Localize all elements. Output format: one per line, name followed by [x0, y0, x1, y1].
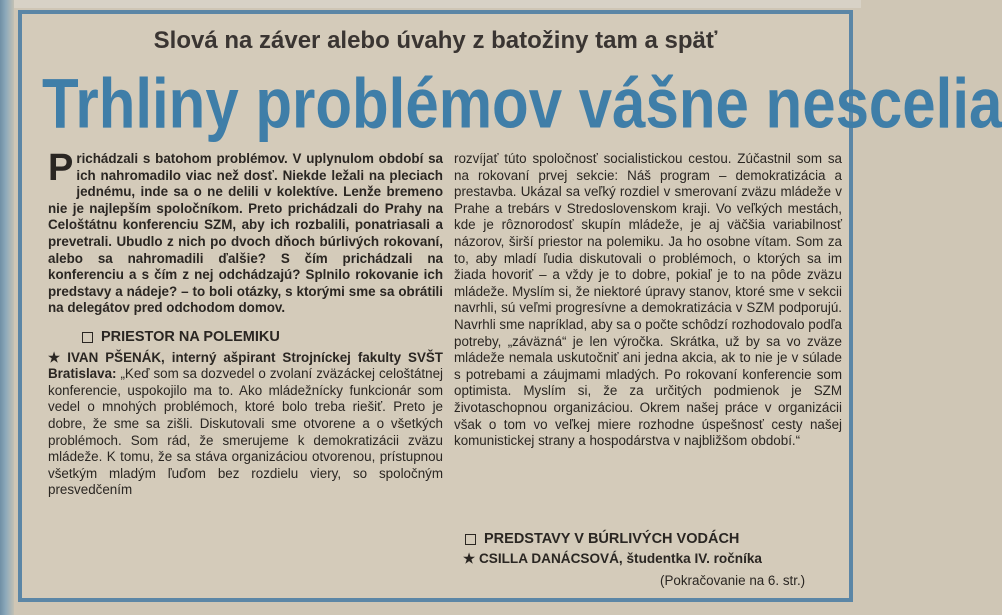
star-bullet-icon: ★ — [463, 551, 479, 566]
article-column-left — [48, 147, 443, 499]
continued-note: (Pokračovanie na 6. str.) — [660, 573, 806, 588]
section-heading-text: PREDSTAVY V BÚRLIVÝCH VODÁCH — [484, 531, 740, 547]
section-body-polemika — [48, 350, 443, 499]
lead-dropcap: P — [48, 147, 74, 189]
star-bullet-icon: ★ — [48, 349, 64, 365]
square-bullet-icon — [82, 332, 93, 343]
article-lead — [48, 147, 443, 317]
interview-text-continued: rozvíjať túto spoločnosť socialistickou cestou. Zúčastnil som sa na rokovaní prvej sekcie: Náš program – demokratizácia a prestavba. Ukázal sa veľký rozdiel v smerovaní zväzu mládeže v Prahe a trebárs v Stredoslovenskom kraji. Vo veľkých mestách, kde je rôznorodosť skupín mládeže, je aj väčšia variabilnosť názorov, širší priestor na polemiku. Ja ho osobne vítam. Som za to, aby mladí ľudia diskutovali o problémoch, o ktorých sa im žiada hovoriť – a vždy je to dobre, pokiaľ je to na pôde zväzu mládeže. Myslím si, že niektoré úpravy stanov, ktoré sme v sekcii navrhli, sú veľmi progresívne a demokratizácia v SZM podporujú. Navrhli sme napríklad, aby sa o počte schôdzí rozhodovalo podľa potreby, „záväzná“ je len výročka. Skrátka, už by sa vo zväze mládeže nemala uskutočniť ani jedna akcia, ak to nie je v súlade s potrebami a záujmami mladých. Po rokovaní konferencie som optimista. Myslím si, že za určitých podmienok je SZM životaschopnou organizáciou. Okrem našej práce v organizácii však o tom vo veľkej miere rozhodne úspešnosť cesty našej komunistickej strany a hospodárstva v najbližšom období.“ — [454, 151, 842, 449]
interviewee-byline-2 — [463, 551, 762, 567]
article-column-right — [454, 151, 842, 450]
article-kicker: Slová na záver alebo úvahy z batožiny tam a späť — [153, 27, 718, 54]
page-left-edge — [0, 0, 14, 615]
article-frame — [18, 10, 1002, 602]
section-heading-text: PRIESTOR NA POLEMIKU — [101, 328, 280, 345]
square-bullet-icon — [465, 534, 476, 545]
lead-text: richádzali s batohom problémov. V uplynulom období sa ich nahromadilo viac než dosť. Niekde ležali na pleciach jednému, inde sa o ne delili v kolektíve. Lenže bremeno nie je najlepším spoločníkom. Preto prichádzali do Prahy na Celoštátnu konferenciu SZM, aby ich rozbalili, ponatriasali a prevetrali. Ubudlo z nich po dvoch dňoch búrlivých rokovaní, alebo sa nahromadili ďalšie? S čím prichádzali na konferenciu a s čím z nej odchádzajú? Splnilo rokovanie ich predstavy a nádeje? – to boli otázky, s ktorými sme sa obrátili na delegátov pred odchodom domov. — [48, 151, 443, 316]
section-heading-predstavy — [465, 531, 739, 547]
interviewee-byline: IVAN PŠENÁK, interný ašpirant Strojníckej fakulty SVŠT Bratislava: — [48, 349, 443, 382]
byline-text: CSILLA DANÁCSOVÁ, študentka IV. ročníka — [478, 551, 762, 566]
section-heading-polemika — [82, 329, 443, 346]
page-top-edge — [0, 0, 861, 8]
interview-text: „Keď som sa dozvedel o zvolaní zväzáckej celoštátnej konferencie, uspokojilo ma to. Ako mládežnícky funkcionár som vedel o mnohých problémoch, ktoré bolo treba riešiť. Preto je dobre, že sme sa zišli. Diskutovali sme otvorene a o všetkých problémoch. Som rád, že smerujeme k demokratizácii zväzu mládeže. K tomu, že sa stáva organizáciou otvorenou, prístupnou všetkým mladým ľuďom bez rozdielu viery, so spoločným presvedčením — [48, 366, 443, 498]
article-headline: Trhliny problémov vášne nescelia — [42, 63, 1002, 143]
